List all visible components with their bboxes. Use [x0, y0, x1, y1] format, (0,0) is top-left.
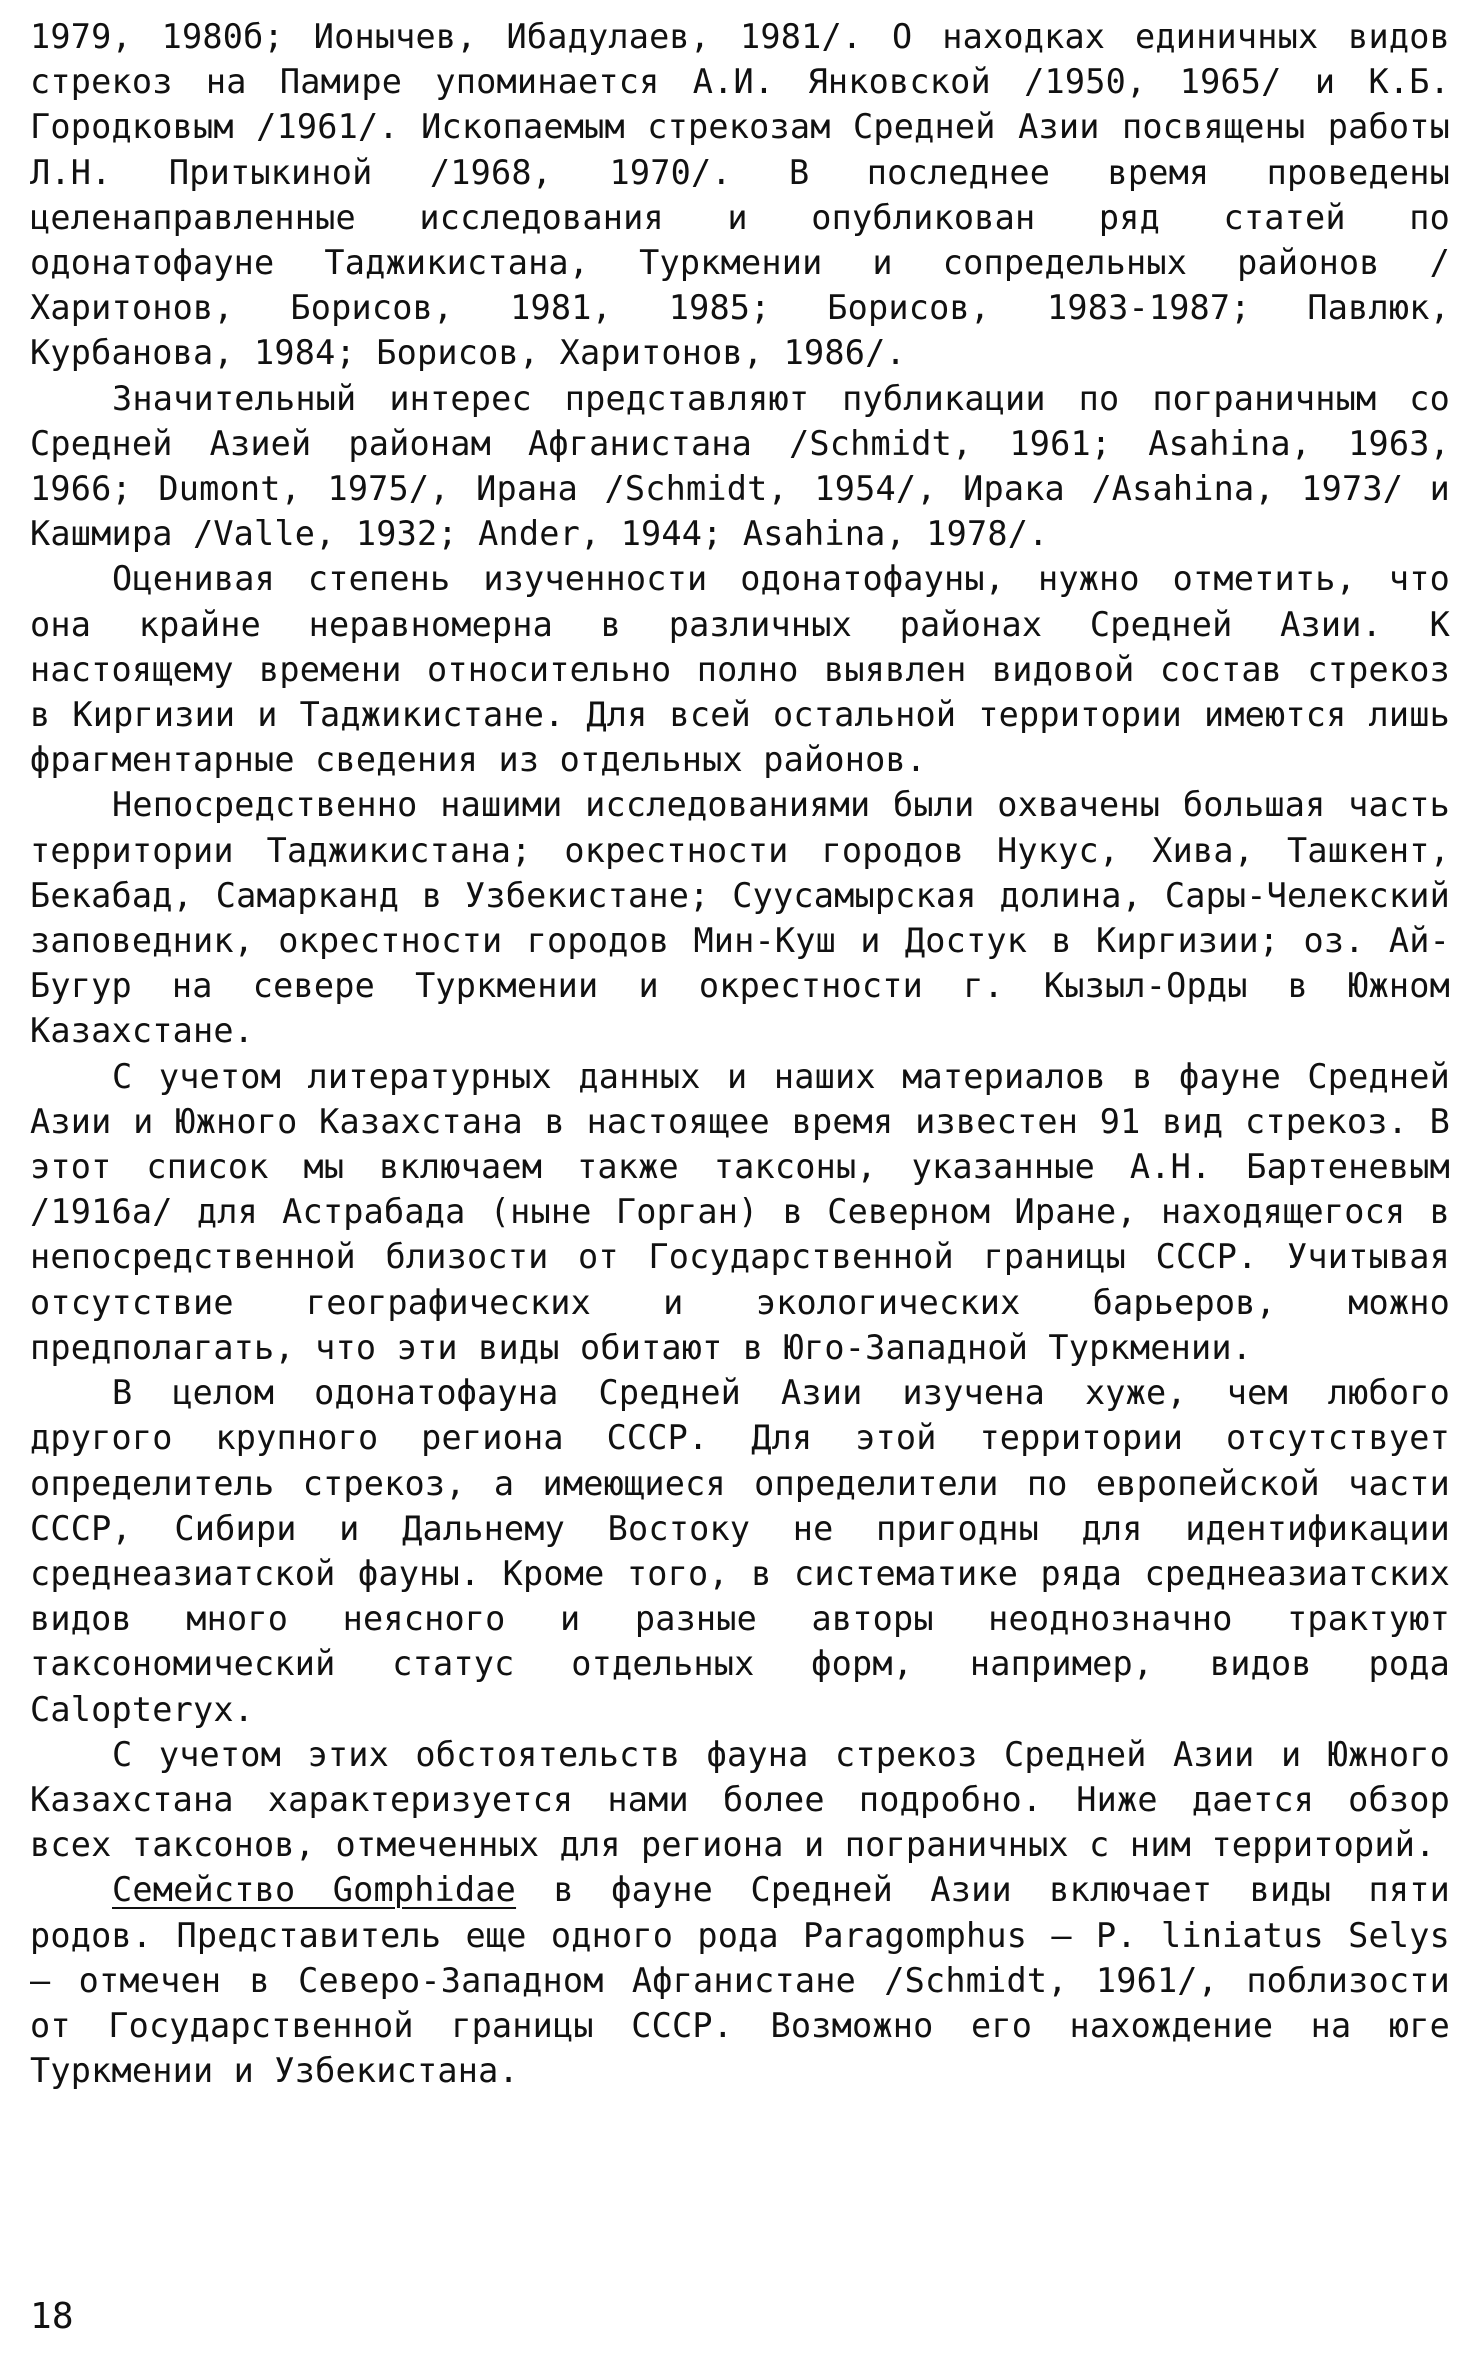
family-heading: Семейство Gomphidae [112, 1870, 517, 1910]
paragraph-intro-references: 1979, 1980б; Ионычев, Ибадулаев, 1981/. О находках единичных видов стрекоз на Памире упоминается А.И. Янковской /1950, 1965/ и К.Б. Городковым /1961/. Ископаемым стрекозам Средней Азии посвящены работы Л.Н. Притыкиной /1968, 1970/. В последнее время проведены целенаправленные исследования и опубликован ряд статей по одонатофауне Таджикистана, Туркмении и сопредельных районов /Харитонов, Борисов, 1981, 1985; Борисов, 1983-1987; Павлюк, Курбанова, 1984; Борисов, Харитонов, 1986/. [30, 17, 1450, 373]
page-number: 18 [30, 2296, 74, 2337]
paragraph-overview-intro: С учетом этих обстоятельств фауна стрекоз Средней Азии и Южного Казахстана характеризуется нами более подробно. Ниже дается обзор всех таксонов, отмеченных для региона и пограничных с ним территорий. [30, 1734, 1450, 1865]
paragraph-own-research: Непосредственно нашими исследованиями были охвачены большая часть территории Таджикистана; окрестности городов Нукус, Хива, Ташкент, Бекабад, Самарканд в Узбекистане; Суусамырская долина, Сары-Челекский заповедник, окрестности городов Мин-Куш и Достук в Киргизии; оз. Ай-Бугур на севере Туркмении и окрестности г. Кызыл-Орды в Южном Казахстане. [30, 785, 1450, 1051]
document-page [30, 14, 1450, 2344]
paragraph-region-knowledge: В целом одонатофауна Средней Азии изучена хуже, чем любого другого крупного региона СССР. Для этой территории отсутствует определитель стрекоз, а имеющиеся определители по европейской части СССР, Сибири и Дальнему Востоку не пригодны для идентификации среднеазиатской фауны. Кроме того, в систематике ряда среднеазиатских видов много неясного и разные авторы неоднозначно трактуют таксономический статус отдельных форм, например, видов рода Calopteryx. [30, 1373, 1450, 1729]
paragraph-gomphidae [30, 1867, 1450, 2093]
paragraph-species-count: С учетом литературных данных и наших материалов в фауне Средней Азии и Южного Казахстана в настоящее время известен 91 вид стрекоз. В этот список мы включаем также таксоны, указанные А.Н. Бартеневым /1916а/ для Астрабада (ныне Горган) в Северном Иране, находящегося в непосредственной близости от Государственной границы СССР. Учитывая отсутствие географических и экологических барьеров, можно предполагать, что эти виды обитают в Юго-Западной Туркмении. [30, 1056, 1450, 1367]
paragraph-study-degree: Оценивая степень изученности одонатофауны, нужно отметить, что она крайне неравномерна в различных районах Средней Азии. К настоящему времени относительно полно выявлен видовой состав стрекоз в Киргизии и Таджикистане. Для всей остальной территории имеются лишь фрагментарные сведения из отдельных районов. [30, 559, 1450, 780]
gomphidae-text: в фауне Средней Азии включает виды пяти родов. Представитель еще одного рода Paragomphus – P. liniatus Selys – отмечен в Северо-Западном Афганистане /Schmidt, 1961/, поблизости от Государственной границы СССР. Возможно его нахождение на юге Туркмении и Узбекистана. [30, 1870, 1450, 2091]
paragraph-border-regions: Значительный интерес представляют публикации по пограничным со Средней Азией районам Афганистана /Schmidt, 1961; Asahina, 1963, 1966; Dumont, 1975/, Ирана /Schmidt, 1954/, Ирака /Asahina, 1973/ и Кашмира /Valle, 1932; Ander, 1944; Asahina, 1978/. [30, 378, 1450, 554]
